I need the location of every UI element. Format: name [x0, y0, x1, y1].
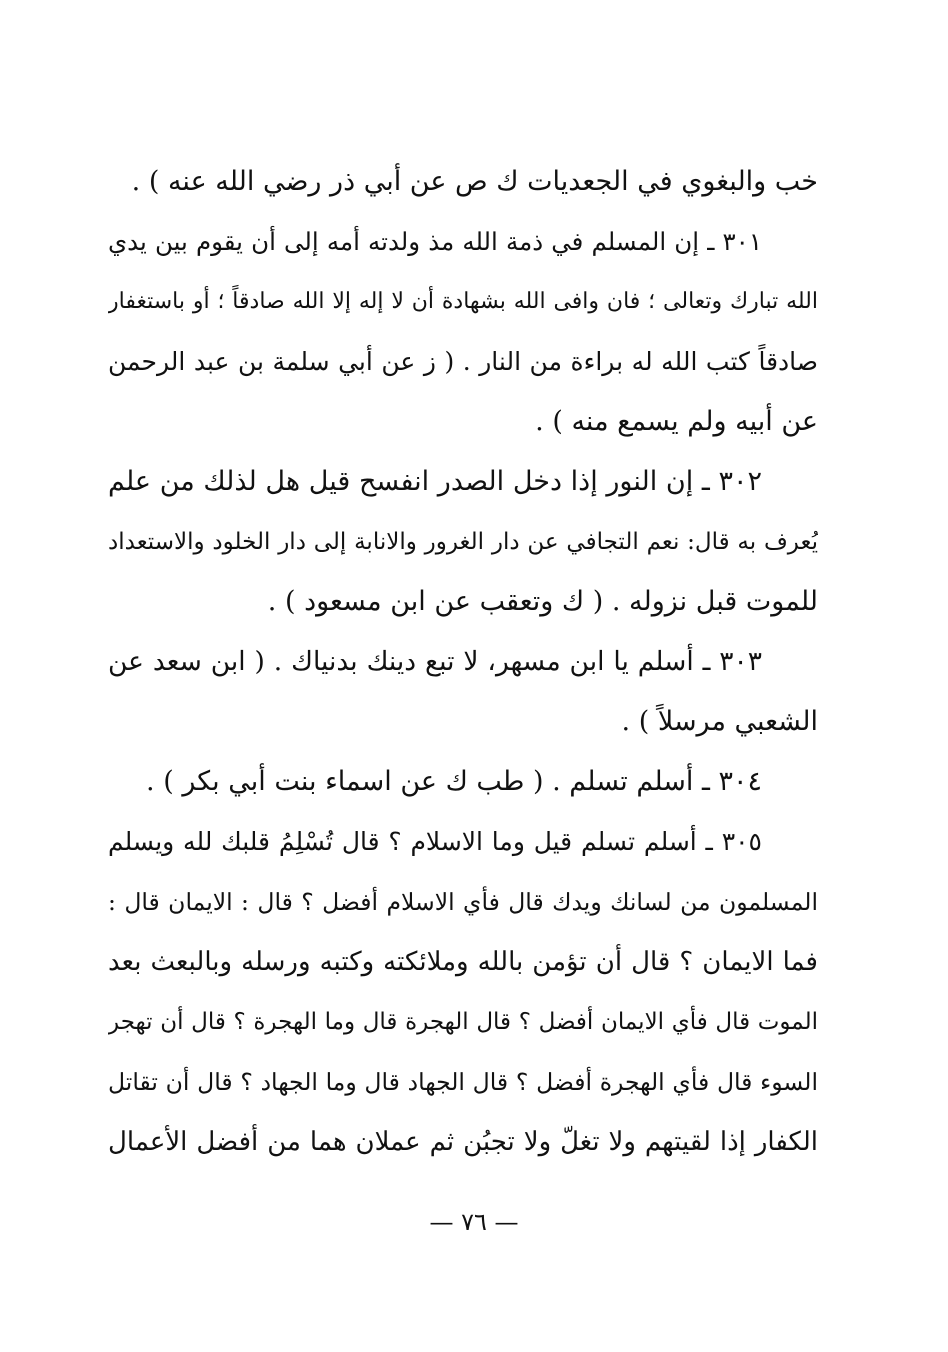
- text-line: ٣٠٥ ـ أسلم تسلم قيل وما الاسلام ؟ قال تُسْلِمُ قلبك لله ويسلم: [108, 827, 762, 856]
- text-line: خب والبغوي في الجعديات ك ص عن أبي ذر رضي الله عنه ) .: [131, 166, 818, 197]
- text-line: فما الايمان ؟ قال أن تؤمن بالله وملائكته وكتبه ورسله وبالبعث بعد: [108, 947, 818, 977]
- text-line: الله تبارك وتعالى ؛ فان وافى الله بشهادة أن لا إله إلا الله صادقاً ؛ أو باستغفار: [108, 289, 818, 314]
- text-line: الموت قال فأي الايمان أفضل ؟ قال الهجرة قال وما الهجرة ؟ قال أن تهجر: [108, 1009, 818, 1035]
- text-line: ٣٠٤ ـ أسلم تسلم . ( طب ك عن اسماء بنت أبي بكر ) .: [146, 766, 762, 797]
- text-line: ٣٠٣ ـ أسلم يا ابن مسهر، لا تبع دينك بدنياك . ( ابن سعد عن: [108, 646, 762, 677]
- text-line: المسلمون من لسانك ويدك قال فأي الاسلام أفضل ؟ قال : الايمان قال :: [108, 888, 818, 916]
- text-line: السوء قال فأي الهجرة أفضل ؟ قال الجهاد قال وما الجهاد ؟ قال أن تقاتل: [108, 1068, 818, 1096]
- text-line: ٣٠٢ ـ إن النور إذا دخل الصدر انفسح قيل هل لذلك من علم: [108, 466, 762, 497]
- text-line: للموت قبل نزوله . ( ك وتعقب عن ابن مسعود ) .: [267, 586, 818, 617]
- text-line: الكفار إذا لقيتهم ولا تغلّ ولا تجبُن ثم عملان هما من أفضل الأعمال: [108, 1127, 818, 1157]
- text-line: ٣٠١ ـ إن المسلم في ذمة الله مذ ولدته أمه إلى أن يقوم بين يدي: [108, 227, 762, 256]
- text-line: صادقاً كتب الله له براءة من النار . ( ز عن أبي سلمة بن عبد الرحمن: [108, 347, 818, 376]
- page-number: — ٧٦ —: [429, 1208, 519, 1236]
- page-text-body: [108, 152, 818, 1172]
- text-line: الشعبي مرسلاً ) .: [621, 706, 818, 737]
- text-line: يُعرف به قال: نعم التجافي عن دار الغرور والانابة إلى دار الخلود والاستعداد: [108, 529, 818, 555]
- text-line: عن أبيه ولم يسمع منه ) .: [535, 406, 818, 437]
